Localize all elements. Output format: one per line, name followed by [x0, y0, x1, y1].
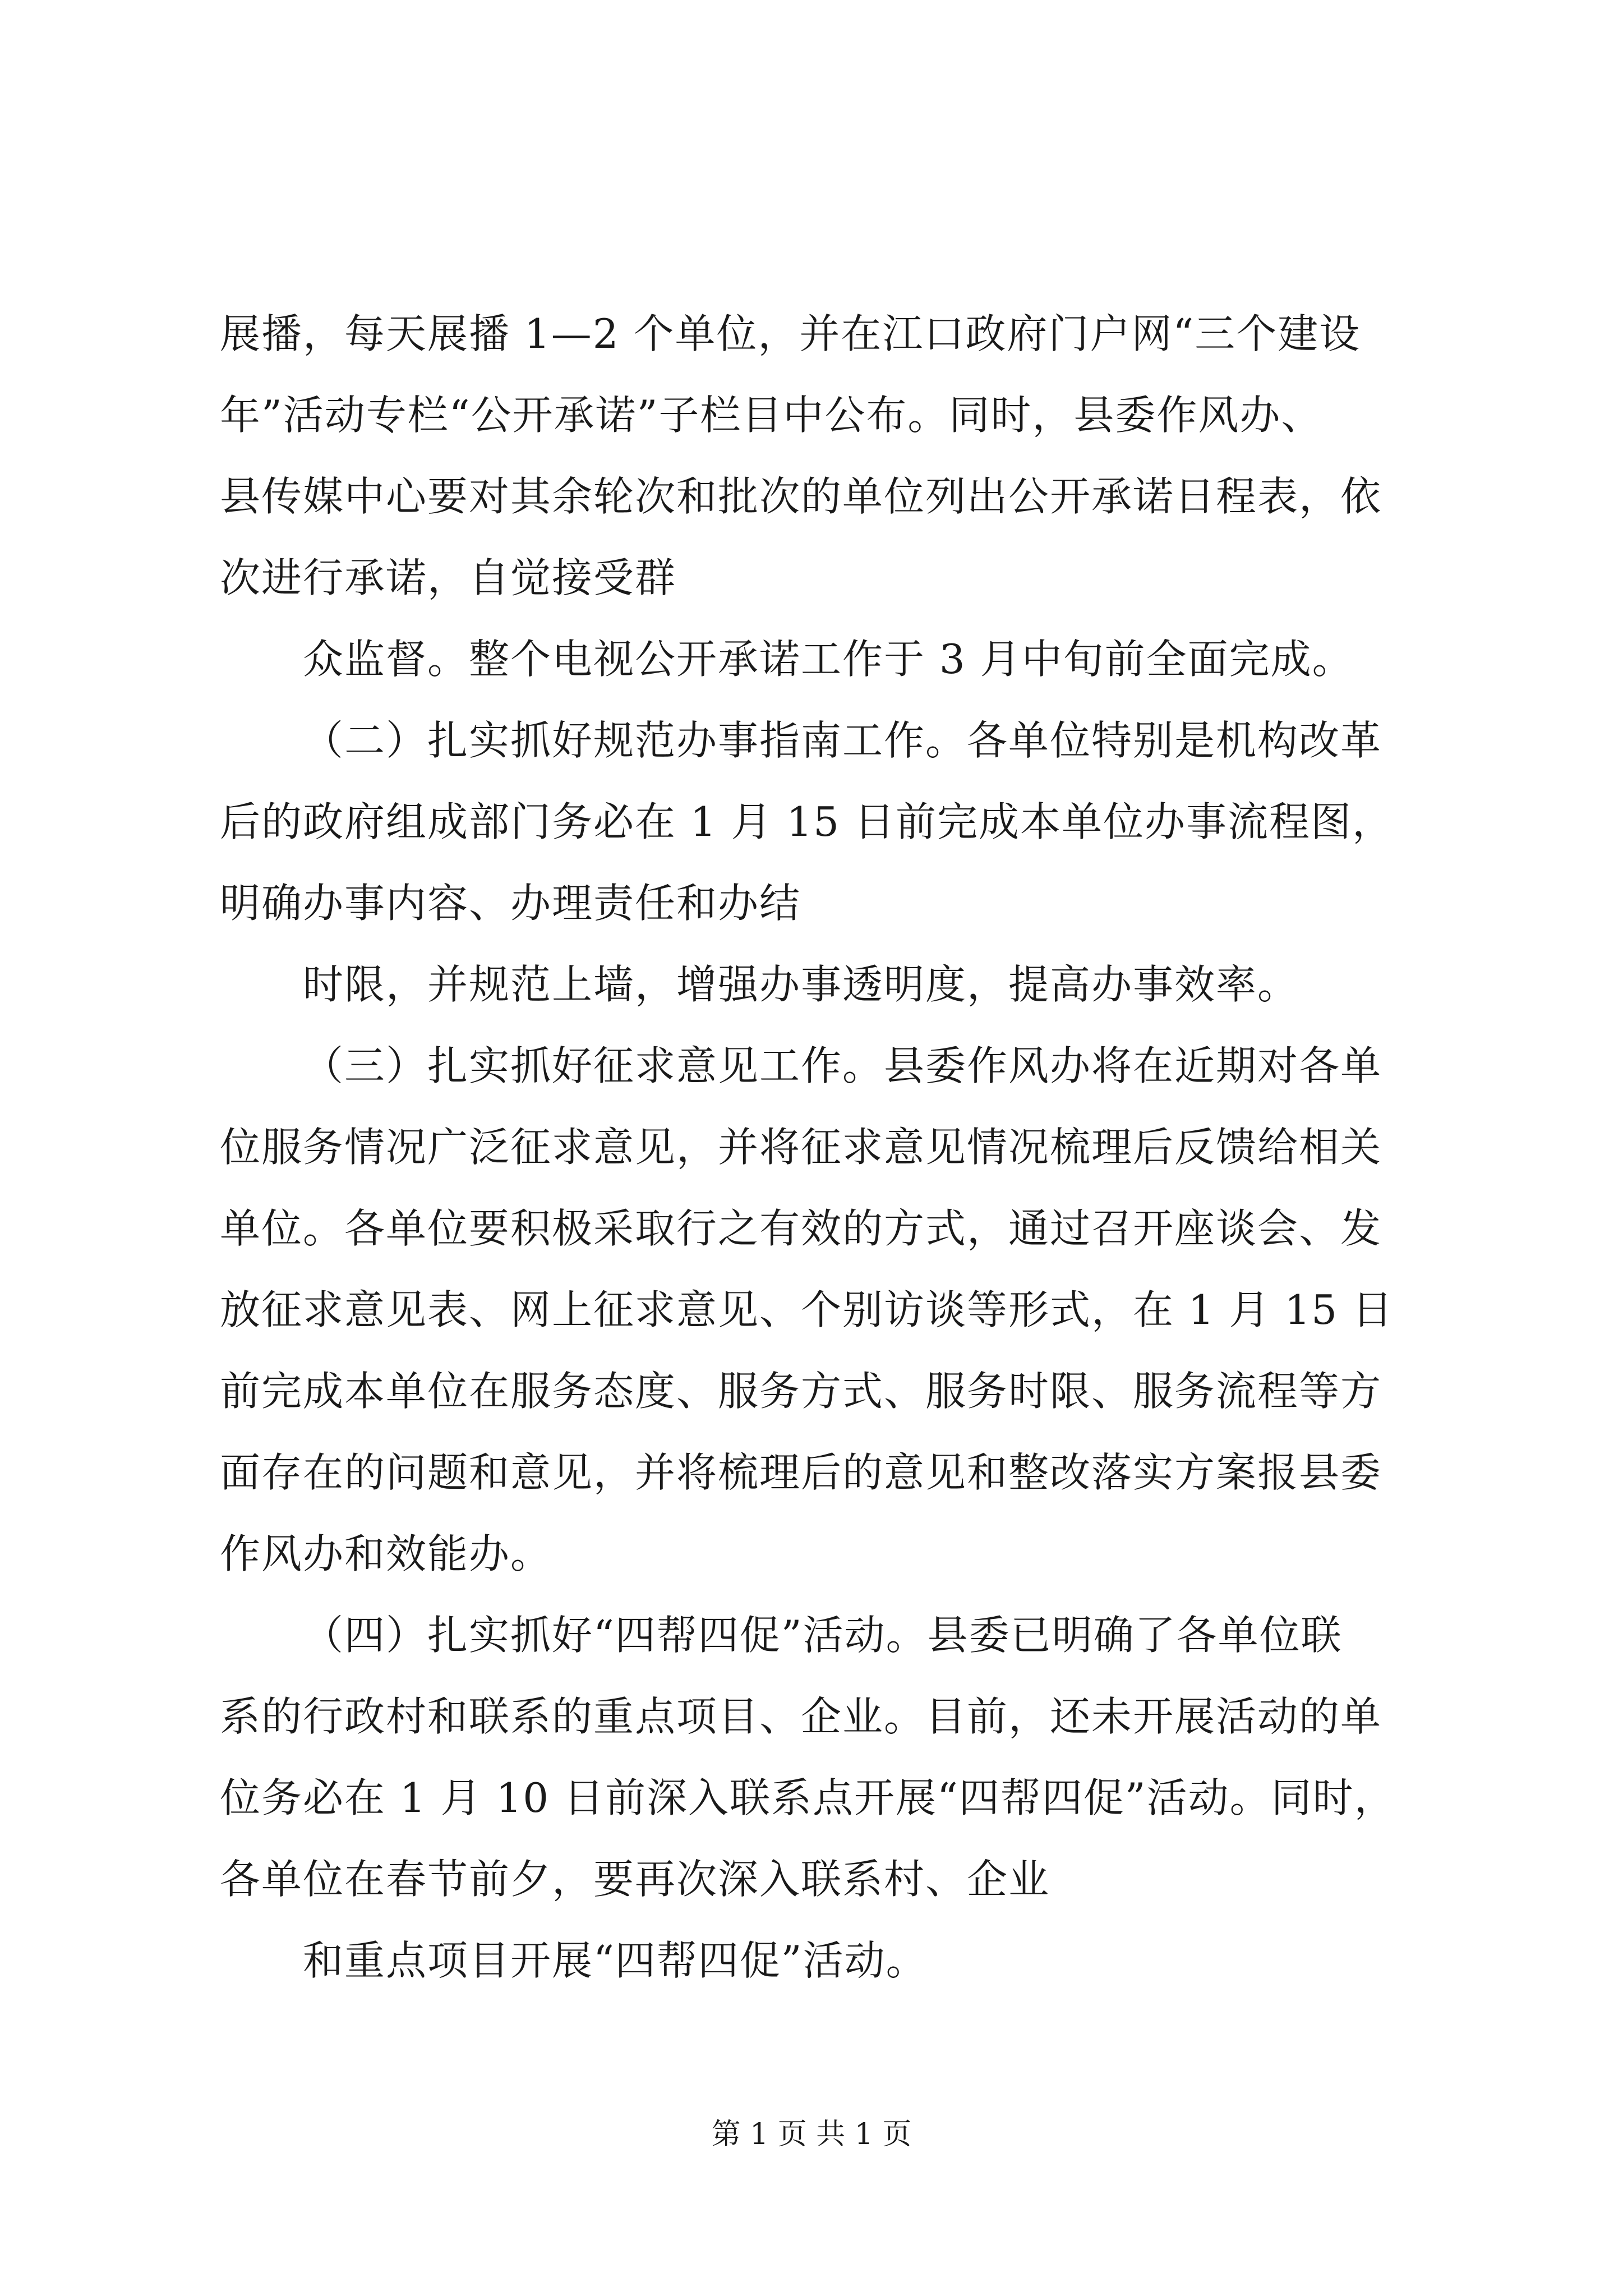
page-number-footer: 第 1 页 共 1 页 [711, 2118, 912, 2151]
section-heading-line: （三）扎实抓好征求意见工作。县委作风办将在近期对各单 [303, 1042, 1382, 1089]
body-line: 众监督。整个电视公开承诺工作于 3 月中旬前全面完成。 [303, 636, 1354, 683]
body-line: 系的行政村和联系的重点项目、企业。目前，还未开展活动的单 [220, 1693, 1382, 1740]
body-line: 各单位在春节前夕，要再次深入联系村、企业 [220, 1856, 1050, 1903]
body-line: 次进行承诺，自觉接受群 [220, 554, 677, 601]
body-line: 前完成本单位在服务态度、服务方式、服务时限、服务流程等方 [220, 1368, 1382, 1415]
section-heading-line: （四）扎实抓好“四帮四促”活动。县委已明确了各单位联 [303, 1612, 1343, 1659]
body-line: 作风办和效能办。 [220, 1530, 552, 1577]
body-line: 县传媒中心要对其余轮次和批次的单位列出公开承诺日程表，依 [220, 473, 1382, 520]
body-line: 放征求意见表、网上征求意见、个别访谈等形式，在 1 月 15 日 [220, 1286, 1394, 1333]
body-line: 后的政府组成部门务必在 1 月 15 日前完成本单位办事流程图， [220, 798, 1394, 845]
body-line: 年”活动专栏“公开承诺”子栏目中公布。同时，县委作风办、 [220, 392, 1323, 439]
section-heading-line: （二）扎实抓好规范办事指南工作。各单位特别是机构改革 [303, 717, 1382, 764]
body-line: 展播，每天展播 1—2 个单位，并在江口政府门户网“三个建设 [220, 310, 1361, 357]
body-line: 时限，并规范上墙，增强办事透明度，提高办事效率。 [303, 961, 1299, 1008]
body-line: 位务必在 1 月 10 日前深入联系点开展“四帮四促”活动。同时， [220, 1774, 1396, 1821]
body-line: 面存在的问题和意见，并将梳理后的意见和整改落实方案报县委 [220, 1449, 1382, 1496]
body-line: 单位。各单位要积极采取行之有效的方式，通过召开座谈会、发 [220, 1205, 1382, 1252]
body-line: 和重点项目开展“四帮四促”活动。 [303, 1937, 928, 1984]
body-line: 明确办事内容、办理责任和办结 [220, 880, 801, 927]
body-line: 位服务情况广泛征求意见，并将征求意见情况梳理后反馈给相关 [220, 1124, 1382, 1171]
